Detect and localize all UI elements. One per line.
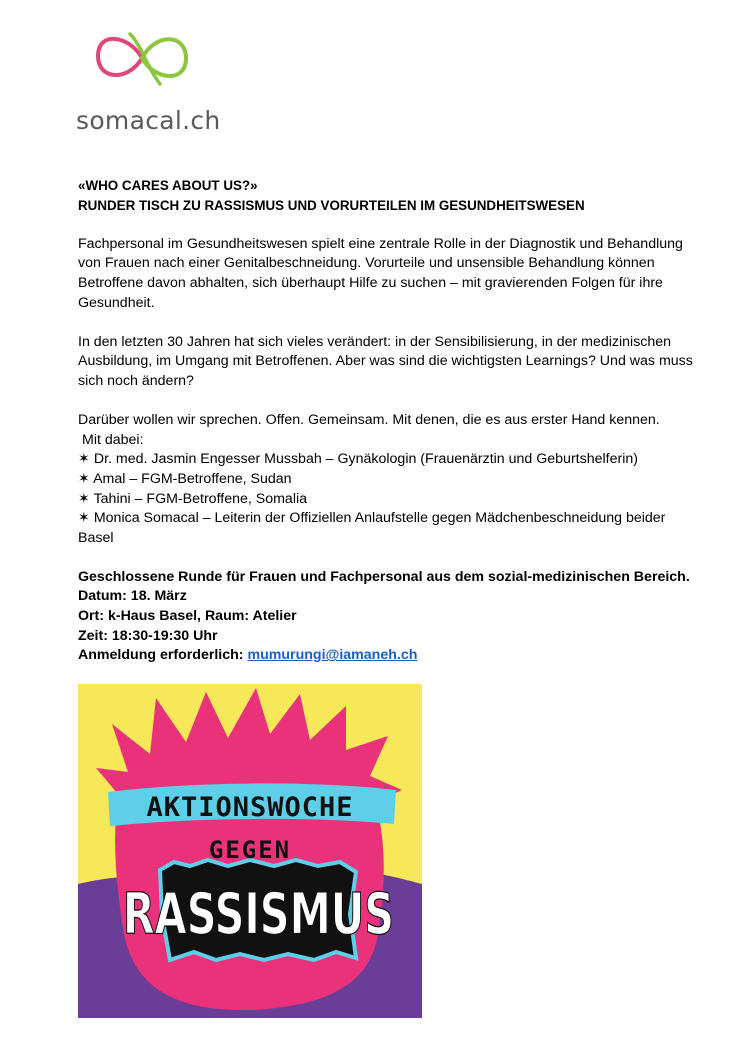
logo bbox=[76, 26, 221, 136]
infinity-loop-logo-icon bbox=[90, 26, 194, 90]
poster-title-line-3: RASSISMUS bbox=[122, 880, 395, 948]
registration-email-link[interactable]: mumurungi@iamaneh.ch bbox=[247, 647, 418, 664]
poster-title-line-2: GEGEN bbox=[208, 836, 292, 864]
campaign-poster bbox=[78, 684, 422, 1018]
participant-item: ✶ Monica Somacal – Leiterin der Offiziellen Anlaufstelle gegen Mädchenbeschneidung beider Basel bbox=[78, 510, 666, 546]
brand-name: somacal.ch bbox=[76, 106, 221, 135]
audience-text: Geschlossene Runde für Frauen und Fachpersonal aus dem sozial-medizinischen Bereich. bbox=[78, 568, 690, 585]
event-location: Ort: k-Haus Basel, Raum: Atelier bbox=[78, 608, 297, 625]
participant-item: ✶ Amal – FGM-Betroffene, Sudan bbox=[78, 470, 292, 487]
paragraph-invitation: Darüber wollen wir sprechen. Offen. Gemeinsam. Mit denen, die es aus erster Hand kennen. bbox=[78, 412, 660, 429]
paragraph-changes: In den letzten 30 Jahren hat sich vieles verändert: in der Sensibilisierung, in der medizinischen Ausbildung, im Umgang mit Betroffenen. Aber was sind die wichtigsten Learnings? Und was muss sich noch ändern? bbox=[78, 333, 693, 389]
poster-title-line-1: AKTIONSWOCHE bbox=[146, 792, 354, 823]
participant-item: ✶ Tahini – FGM-Betroffene, Somalia bbox=[78, 490, 308, 507]
event-time: Zeit: 18:30-19:30 Uhr bbox=[78, 627, 218, 644]
registration bbox=[78, 646, 698, 666]
participants-intro: Mit dabei: bbox=[82, 431, 144, 448]
registration-label: Anmeldung erforderlich: bbox=[78, 647, 248, 664]
bullet-icon: ✶ bbox=[78, 490, 90, 507]
paragraph-intro: Fachpersonal im Gesundheitswesen spielt eine zentrale Rolle in der Diagnostik und Behandlung von Frauen nach einer Genitalbeschneidung. Vorurteile und unsensible Behandlung können Betroffene davon abhalten, sich überhaupt Hilfe zu suchen – mit gravierenden Folgen für ihre Gesundheit. bbox=[78, 235, 683, 311]
bullet-icon: ✶ bbox=[78, 510, 90, 527]
document-body bbox=[78, 176, 698, 666]
poster-graphic bbox=[78, 684, 422, 1018]
heading-line-1: «WHO CARES ABOUT US?» bbox=[78, 178, 258, 193]
heading-line-2: RUNDER TISCH ZU RASSISMUS UND VORURTEILEN IM GESUNDHEITSWESEN bbox=[78, 197, 585, 213]
event-date: Datum: 18. März bbox=[78, 588, 187, 605]
participant-item: ✶ Dr. med. Jasmin Engesser Mussbah – Gynäkologin (Frauenärztin und Geburtshelferin) bbox=[78, 451, 638, 468]
bullet-icon: ✶ bbox=[78, 451, 90, 468]
bullet-icon: ✶ bbox=[78, 470, 90, 487]
